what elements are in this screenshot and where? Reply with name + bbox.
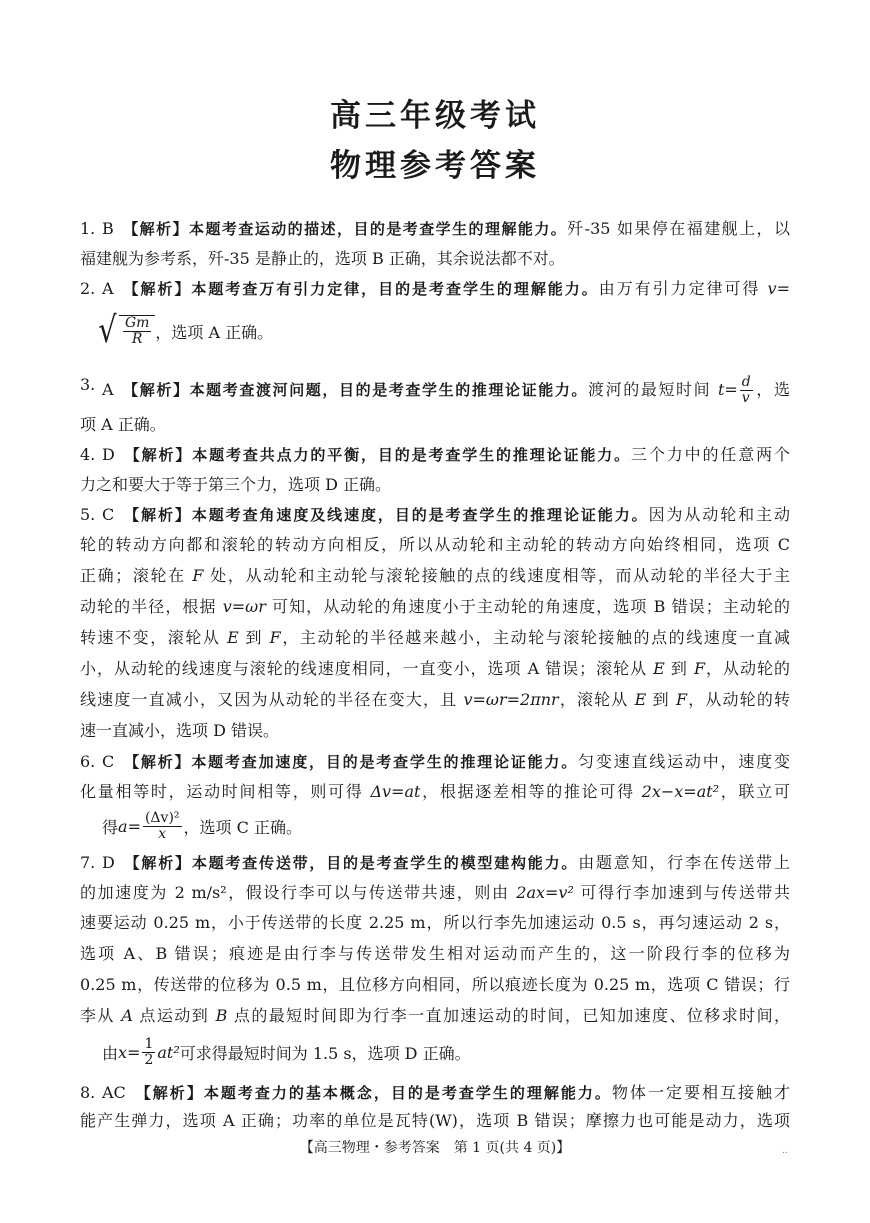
answer-key: C (102, 752, 115, 771)
answer-line: D 【解析】本题考查传送带，目的是考查学生的模型建构能力。由题意知，行李在传送带上 (102, 853, 790, 872)
answer-line: AC 【解析】本题考查力的基本概念，目的是考查学生的理解能力。物体一定要相互接触才 (102, 1083, 790, 1102)
analysis-summary: 本题考查传送带，目的是考查学生的模型建构能力。 (191, 854, 579, 872)
answer-line: 速要运动 0.25 m，小于传送带的长度 2.25 m，所以行李先加速运动 0.5 s，再匀速运动 2 s， (80, 913, 790, 932)
fraction: $\frac{\text{(Δv)²}}{x}$ (144, 809, 180, 842)
analysis-tag: 【解析】 (133, 1084, 204, 1102)
answer-line: 项 A 正确。 (80, 415, 166, 434)
page-title-line2: 物理参考答案 (330, 148, 540, 184)
fraction: $\frac{1}{2}$ (144, 1035, 154, 1068)
answer-line: A 【解析】本题考查万有引力定律，目的是考查学生的理解能力。由万有引力定律可得 v= (102, 279, 790, 298)
question-number: 8. (80, 1083, 96, 1102)
question-number: 4. (80, 445, 96, 464)
answer-key: D (102, 445, 115, 464)
answer-line: 0.25 m，传送带的位移为 0.5 m，且位移方向相同，所以痕迹长度为 0.25 m，选项 C 错误；行 (80, 975, 790, 994)
analysis-tag: 【解析】 (121, 280, 192, 298)
answer-line: 能产生弹力，选项 A 正确；功率的单位是瓦特(W)，选项 B 错误；摩擦力也可能是动力，选项 (80, 1111, 790, 1130)
answer-line: 福建舰为参考系，歼-35 是静止的，选项 B 正确，其余说法都不对。 (80, 249, 565, 268)
analysis-summary: 本题考查角速度及线速度，目的是考查学生的推理论证能力。 (191, 506, 649, 524)
page-title-line1: 高三年级考试 (330, 98, 540, 134)
answer-line: 正确；滚轮在 F 处，从动轮和主动轮与滚轮接触的点的线速度相等，而从动轮的半径大于主 (80, 566, 790, 585)
analysis-tag: 【解析】 (121, 220, 189, 238)
answer-key: B (102, 219, 114, 238)
question-number: 7. (80, 853, 96, 872)
answer-line: 线速度一直减小，又因为从动轮的半径在变大，且 v=ωr=2πnr，滚轮从 E 到 F，从动轮的转 (80, 690, 790, 709)
question-number: 5. (80, 505, 96, 524)
formula-line: √ $\frac{Gm}{R}$ ，选项 A 正确。 (96, 306, 273, 356)
sqrt-formula: √ $\frac{Gm}{R}$ (96, 310, 155, 352)
answer-key: A (102, 380, 114, 399)
answer-line: A 【解析】本题考查渡河问题，目的是考查学生的推理论证能力。渡河的最短时间 t= $\frac{d}{v}$ ，选 (102, 374, 790, 406)
analysis-summary: 本题考查力的基本概念，目的是考查学生的理解能力。 (203, 1084, 612, 1102)
formula-line: 得 a = $\frac{\text{(Δv)²}}{x}$ ，选项 C 正确。 (102, 809, 302, 842)
analysis-tag: 【解析】 (121, 381, 190, 399)
answer-line: 李从 A 点运动到 B 点的最短时间即为行李一直加速运动的时间，已知加速度、位移求时间， (80, 1006, 790, 1025)
analysis-tag: 【解析】 (122, 854, 192, 872)
analysis-tag: 【解析】 (122, 446, 193, 464)
answer-line: C 【解析】本题考查加速度，目的是考查学生的推理论证能力。匀变速直线运动中，速度变 (102, 752, 790, 771)
analysis-summary: 本题考查加速度，目的是考查学生的推理论证能力。 (191, 753, 579, 771)
answer-line: D 【解析】本题考查共点力的平衡，目的是考查学生的推理论证能力。三个力中的任意两个 (102, 445, 790, 464)
question-number: 2. (80, 279, 96, 298)
answer-line: 轮的转动方向都和滚轮的转动方向相反，所以从动轮和主动轮的转动方向始终相同，选项 C (80, 535, 790, 554)
analysis-summary: 本题考查万有引力定律，目的是考查学生的理解能力。 (191, 280, 599, 298)
fraction: $\frac{d}{v}$ (741, 374, 751, 406)
analysis-summary: 本题考查运动的描述，目的是考查学生的理解能力。 (189, 220, 568, 238)
analysis-summary: 本题考查共点力的平衡，目的是考查学生的推理论证能力。 (192, 446, 631, 464)
footer-dots: .. (782, 1146, 788, 1156)
analysis-summary: 本题考查渡河问题，目的是考查学生的推理论证能力。 (189, 381, 589, 399)
answer-line: C 【解析】本题考查角速度及线速度，目的是考查学生的推理论证能力。因为从动轮和主动 (102, 505, 790, 524)
answer-line: 力之和要大于等于第三个力，选项 D 正确。 (80, 475, 392, 494)
answer-line: B 【解析】本题考查运动的描述，目的是考查学生的理解能力。歼-35 如果停在福建舰上，以 (102, 219, 790, 238)
answer-key: C (102, 505, 115, 524)
question-number: 6. (80, 752, 96, 771)
answer-line: 化量相等时，运动时间相等，则可得 Δv=at，根据逐差相等的推论可得 2x−x=at²，联立可 (80, 782, 790, 801)
analysis-tag: 【解析】 (122, 753, 192, 771)
question-number: 3. (80, 375, 96, 394)
answer-line: 转速不变，滚轮从 E 到 F，主动轮的半径越来越小，主动轮与滚轮接触的点的线速度一直减 (80, 628, 790, 647)
answer-key: D (102, 853, 115, 872)
answer-key: AC (102, 1083, 126, 1102)
answer-line: 的加速度为 2 m/s²，假设行李可以与传送带共速，则由 2ax=v² 可得行李加速到与传送带共 (80, 883, 790, 902)
page-footer: 【高三物理・参考答案 第 1 页(共 4 页)】 (299, 1140, 571, 1156)
analysis-tag: 【解析】 (122, 506, 192, 524)
formula-line: 由 x = $\frac{1}{2}$ at² 可求得最短时间为 1.5 s，选项 D 正确。 (102, 1035, 471, 1068)
question-number: 1. (80, 219, 96, 238)
answer-line: 小，从动轮的线速度与滚轮的线速度相同，一直变小，选项 A 错误；滚轮从 E 到 F，从动轮的 (80, 659, 790, 678)
answer-line: 动轮的半径，根据 v=ωr 可知，从动轮的角速度小于主动轮的角速度，选项 B 错误；主动轮的 (80, 597, 790, 616)
answer-line: 速一直减小，选项 D 错误。 (80, 721, 280, 740)
answer-line: 选项 A、B 错误；痕迹是由行李与传送带发生相对运动而产生的，这一阶段行李的位移为 (80, 944, 790, 963)
answer-key: A (102, 279, 114, 298)
